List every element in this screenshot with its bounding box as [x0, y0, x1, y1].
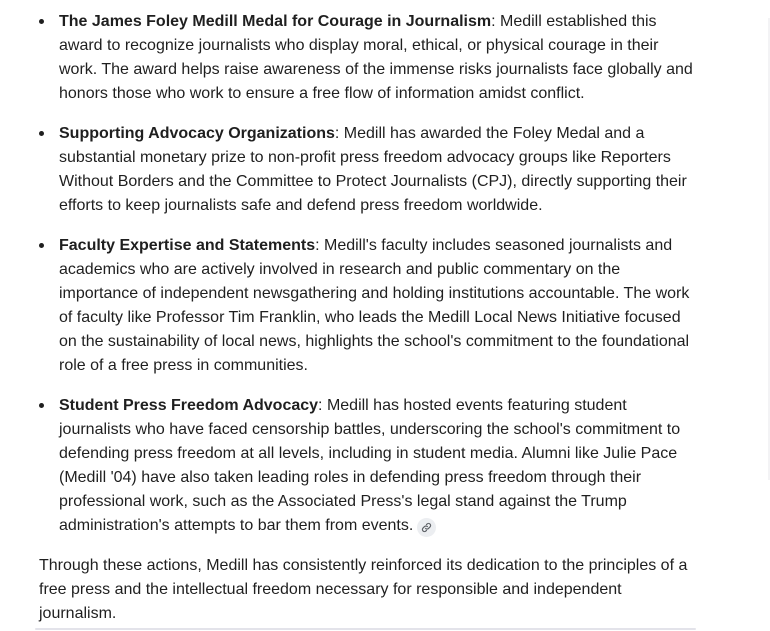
item-title: The James Foley Medill Medal for Courage in Journalism	[59, 13, 492, 30]
item-text: : Medill's faculty includes seasoned journalists and academics who are actively involved in research and public commentary on the importance of independent newsgathering and holding institutions accountable. The work of faculty like Professor Tim Franklin, who leads the Medill Local News Initiative focused on the sustainability of local news, highlights the school's commitment to the foundational role of a free press in communities.	[59, 237, 690, 374]
bullet-icon	[39, 131, 44, 136]
list-item	[39, 122, 695, 218]
bullet-icon	[39, 243, 44, 248]
list-item	[39, 394, 695, 538]
item-title: Supporting Advocacy Organizations	[59, 125, 335, 142]
bullet-icon	[39, 19, 44, 24]
item-text: : Medill has awarded the Foley Medal and a substantial monetary prize to non-profit press freedom advocacy groups like Reporters Without Borders and the Committee to Protect Journalists (CPJ), directly supporting their efforts to keep journalists safe and defend press freedom worldwide.	[59, 125, 687, 214]
item-title: Student Press Freedom Advocacy	[59, 397, 319, 414]
response-content	[39, 10, 695, 626]
link-icon	[421, 522, 432, 533]
divider	[35, 628, 696, 630]
list-item	[39, 234, 695, 378]
bullet-list	[39, 10, 695, 538]
bullet-icon	[39, 403, 44, 408]
item-text: : Medill established this award to recognize journalists who display moral, ethical, or physical courage in their work. The award helps raise awareness of the immense risks journalists face globally and honors those who work to ensure a free flow of information amidst conflict.	[59, 13, 693, 102]
conclusion-paragraph: Through these actions, Medill has consistently reinforced its dedication to the principles of a free press and the intellectual freedom necessary for responsible and independent journalism.	[39, 557, 688, 622]
source-link-button[interactable]	[417, 518, 436, 537]
item-title: Faculty Expertise and Statements	[59, 237, 316, 254]
item-text: : Medill has hosted events featuring student journalists who have faced censorship battles, underscoring the school's commitment to defending press freedom at all levels, including in student media. Alumni like Julie Pace (Medill '04) have also taken leading roles in defending press freedom through their professional work, such as the Associated Press's legal stand against the Trump administration's attempts to bar them from events.	[59, 397, 681, 534]
list-item	[39, 10, 695, 106]
